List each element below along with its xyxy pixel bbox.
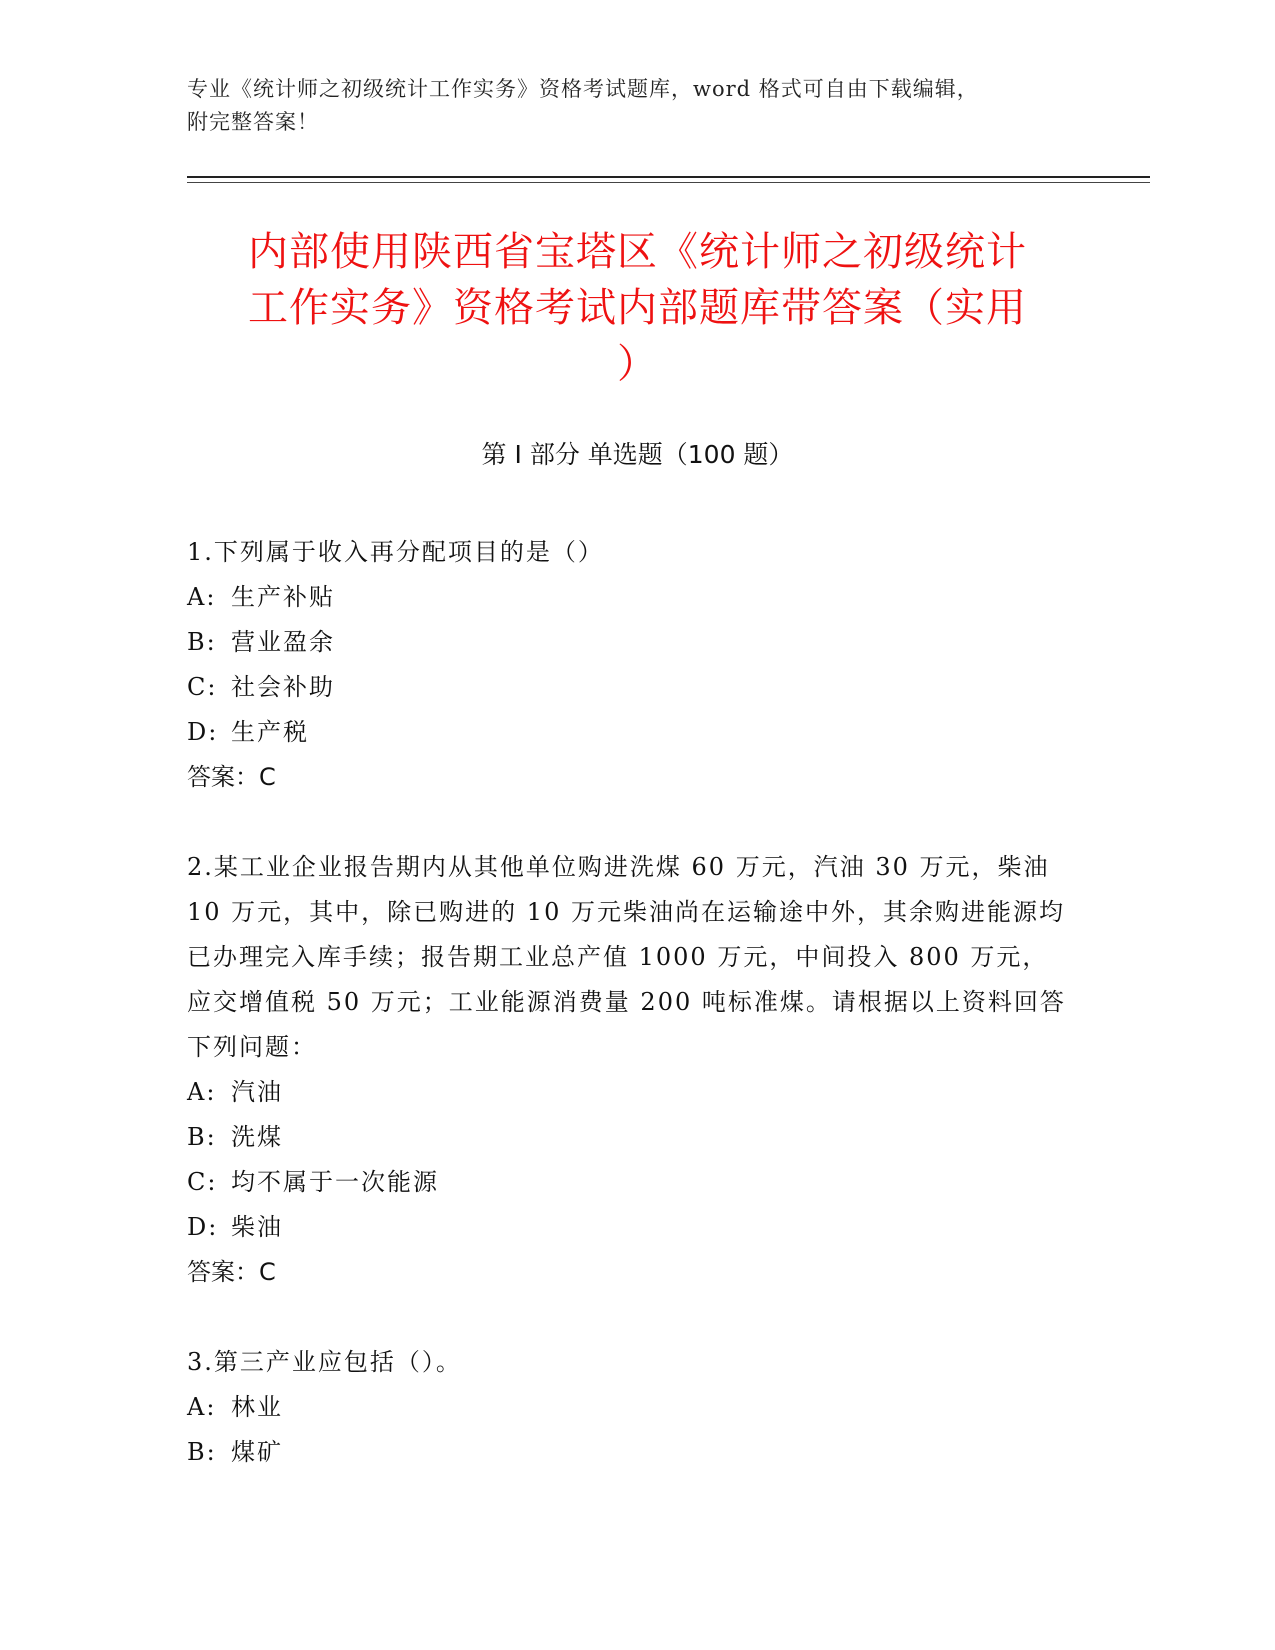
option-key: D: <box>187 718 219 746</box>
question-option-d <box>187 1205 1067 1250</box>
question-option-c <box>187 1160 1067 1205</box>
header-note-line2: 附完整答案！ <box>187 110 319 134</box>
option-key: A: <box>187 1078 217 1106</box>
question-2 <box>187 845 1067 1295</box>
header-note-line1: 专业《统计师之初级统计工作实务》资格考试题库，word 格式可自由下载编辑， <box>187 77 979 101</box>
option-text: 汽油 <box>231 1078 283 1106</box>
header-divider-thick <box>187 176 1150 178</box>
option-text: 生产税 <box>231 718 309 746</box>
option-key: D: <box>187 1213 219 1241</box>
question-option-a <box>187 575 1067 620</box>
option-key: B: <box>187 1123 217 1151</box>
option-text: 柴油 <box>231 1213 283 1241</box>
question-stem: 2.某工业企业报告期内从其他单位购进洗煤 60 万元，汽油 30 万元，柴油 10 万元，其中，除已购进的 10 万元柴油尚在运输途中外，其余购进能源均已办理完入库手续；报告期工业总产值 1000 万元，中间投入 800 万元，应交增值税 50 万元；工业能源消费量 200 吨标准煤。请根据以上资料回答下列问题： <box>187 853 1066 1061</box>
question-option-c <box>187 665 1067 710</box>
option-key: B: <box>187 1438 217 1466</box>
header-divider-thin <box>187 182 1150 183</box>
document-title-line2: 工作实务》资格考试内部题库带答案（实用 <box>248 285 1027 331</box>
document-title-line1: 内部使用陕西省宝塔区《统计师之初级统计 <box>248 229 1027 275</box>
section-heading: 第 I 部分 单选题（100 题） <box>481 440 794 469</box>
option-key: B: <box>187 628 217 656</box>
question-option-d <box>187 710 1067 755</box>
question-option-b <box>187 1430 1067 1475</box>
question-list <box>187 530 1067 1520</box>
option-key: C: <box>187 673 218 701</box>
header-note <box>187 73 1067 139</box>
question-stem: 3.第三产业应包括（）。 <box>187 1348 462 1376</box>
option-text: 林业 <box>231 1393 283 1421</box>
question-stem: 1.下列属于收入再分配项目的是（） <box>187 538 604 566</box>
question-1 <box>187 530 1067 800</box>
document-title-line3: ） <box>617 341 658 387</box>
option-key: A: <box>187 583 217 611</box>
option-key: C: <box>187 1168 218 1196</box>
document-title <box>195 224 1080 392</box>
question-option-a <box>187 1385 1067 1430</box>
question-option-a <box>187 1070 1067 1115</box>
option-text: 均不属于一次能源 <box>231 1168 439 1196</box>
option-text: 洗煤 <box>231 1123 283 1151</box>
option-text: 营业盈余 <box>231 628 335 656</box>
question-option-b <box>187 1115 1067 1160</box>
question-3 <box>187 1340 1067 1475</box>
option-key: A: <box>187 1393 217 1421</box>
option-text: 煤矿 <box>231 1438 283 1466</box>
question-answer: 答案：C <box>187 1258 276 1286</box>
option-text: 社会补助 <box>231 673 335 701</box>
option-text: 生产补贴 <box>231 583 335 611</box>
question-answer: 答案：C <box>187 763 276 791</box>
question-option-b <box>187 620 1067 665</box>
